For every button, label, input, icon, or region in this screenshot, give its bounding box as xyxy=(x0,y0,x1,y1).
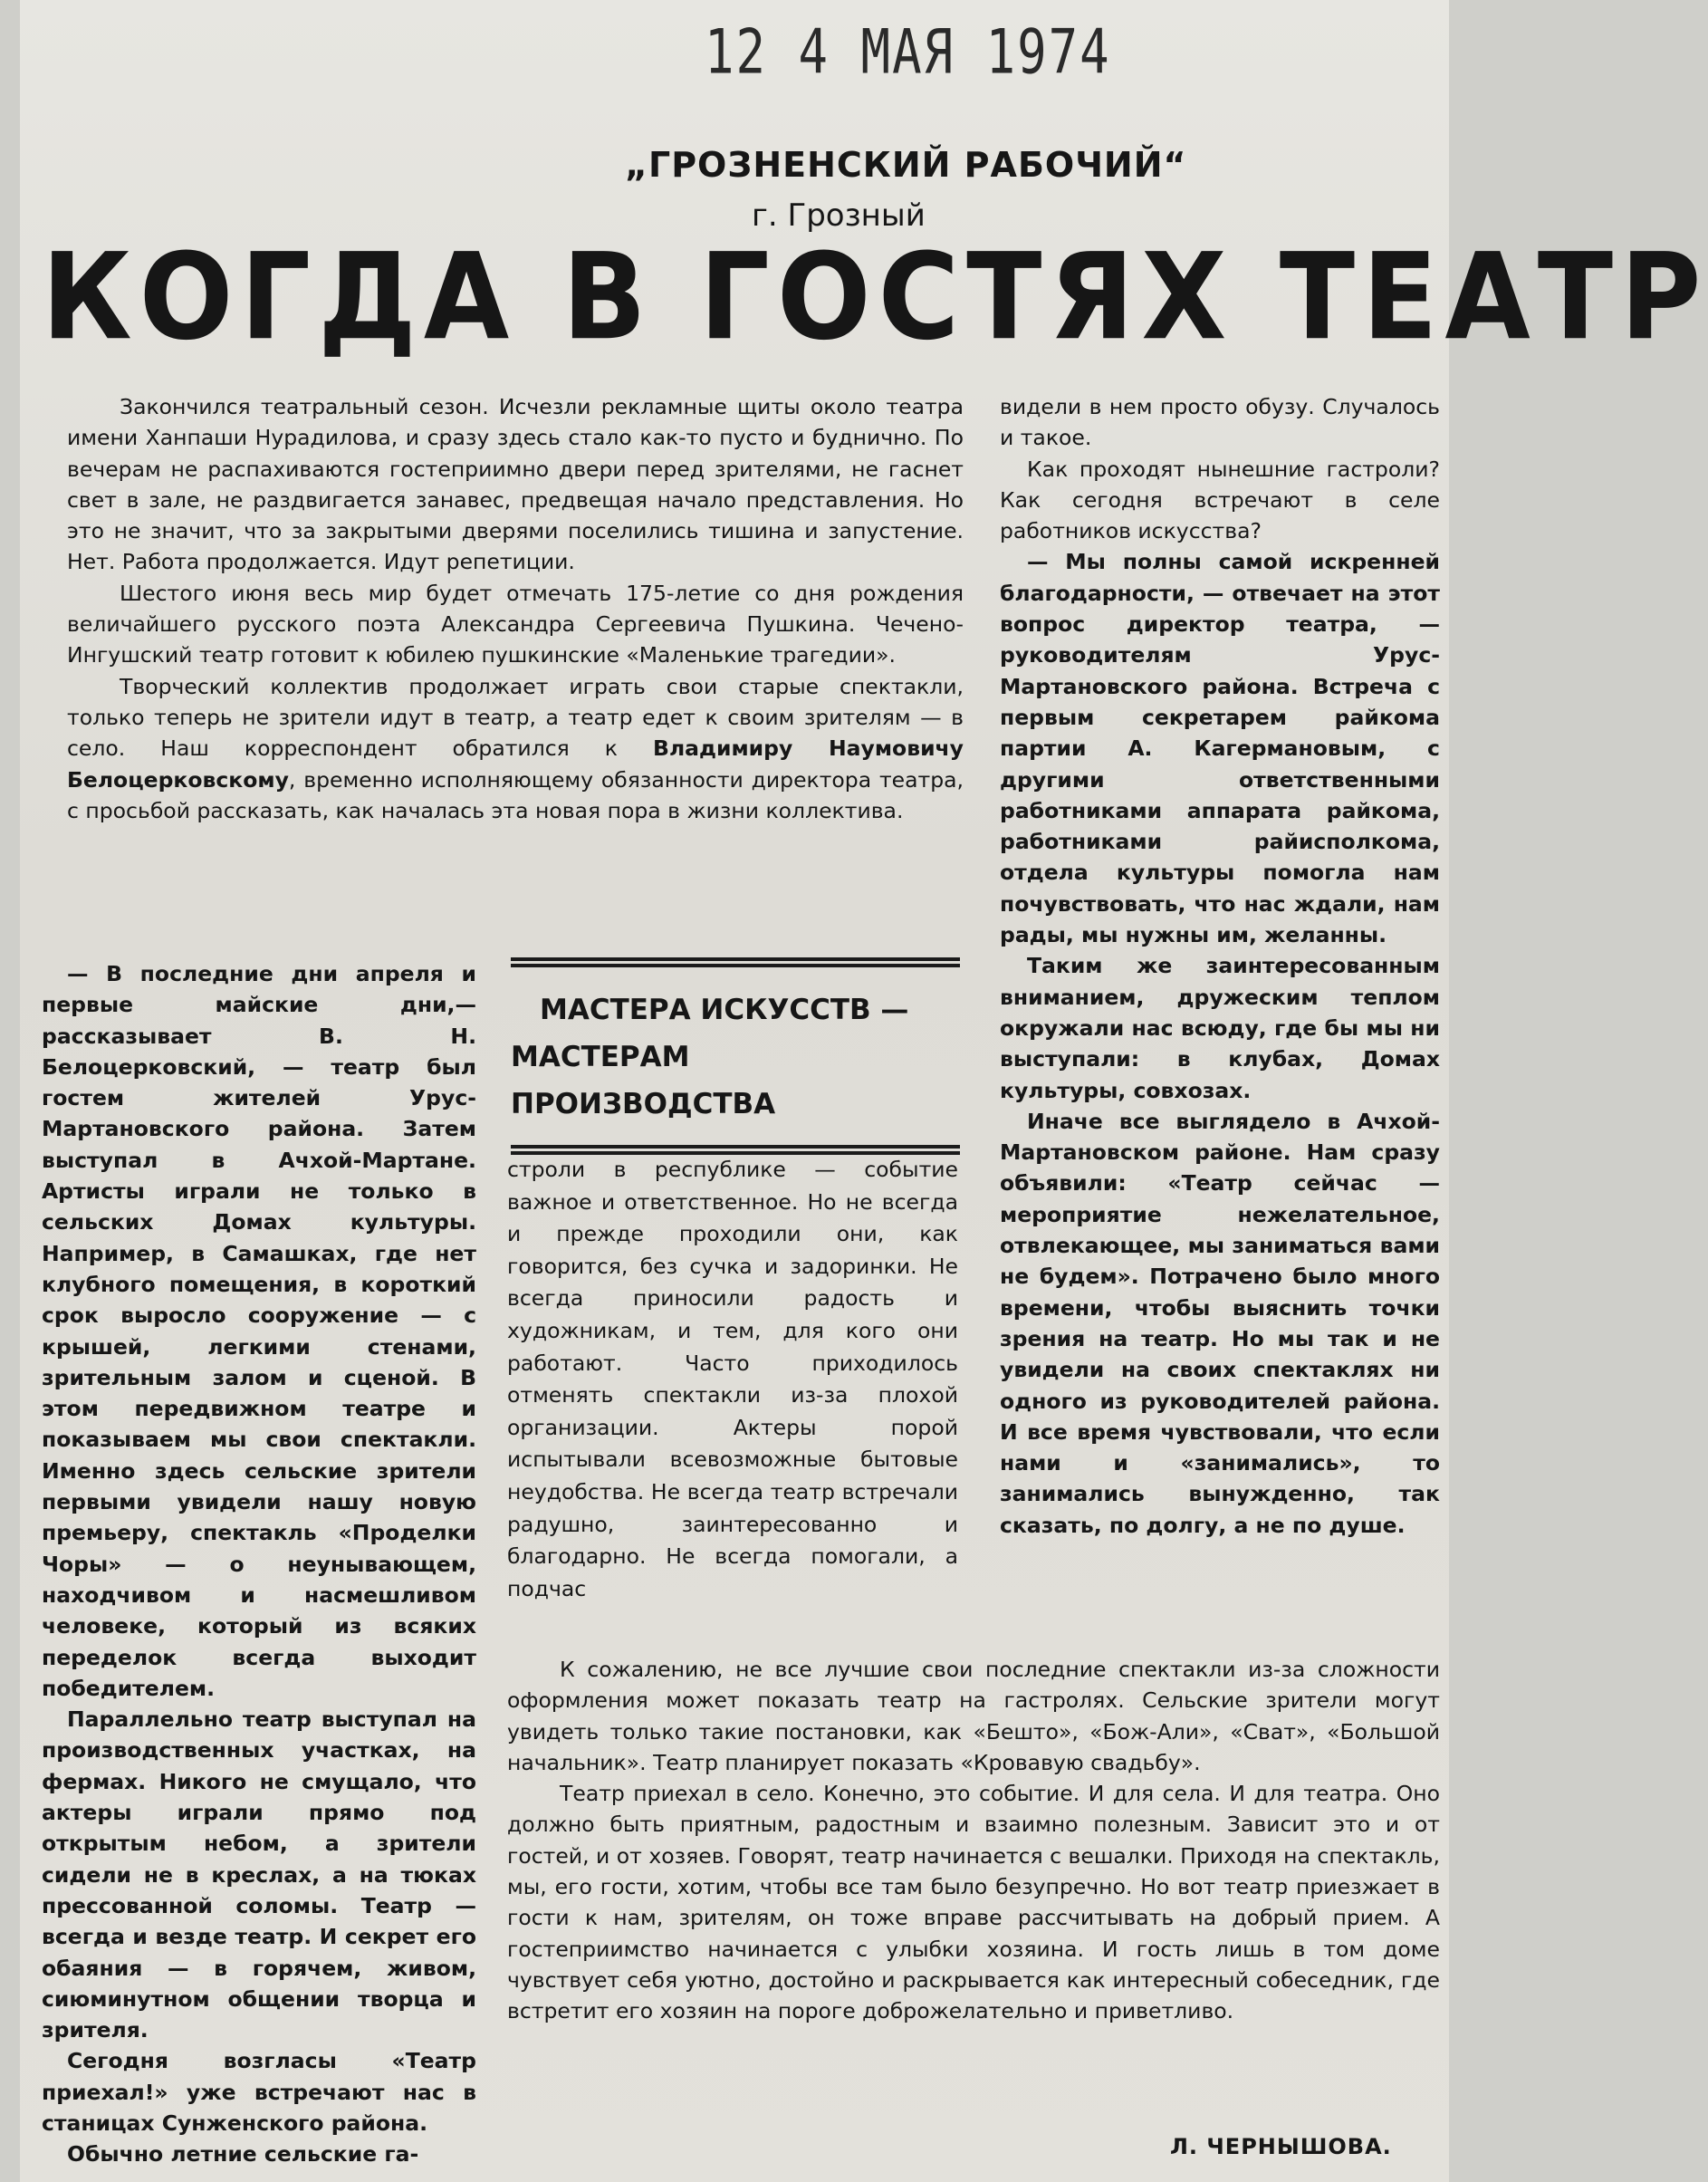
article-paragraph: Таким же заинтересованным вниманием, дружеским теплом окружали нас всюду, где бы мы ни выступали: в клубах, Домах культуры, совхозах. xyxy=(1000,953,1440,1103)
rule-line xyxy=(511,964,960,967)
intro-text: , временно исполняющему обязанности директора театра, с просьбой рассказать, как началась эта новая пора в жизни коллектива. xyxy=(67,766,964,823)
intro-paragraphs xyxy=(67,391,964,826)
bottom-block xyxy=(507,1654,1440,2027)
rule-line xyxy=(511,957,960,961)
article-paragraph: — В последние дни апреля и первые майские дни,— рассказывает В. Н. Белоцерковский, — театр был гостем жителей Урус-Мартановского района. Затем выступал в Ачхой-Мартане. Артисты играли не только в сельских Домах культуры. Например, в Самашках, где нет клубного помещения, в короткий срок выросло сооружение — с крышей, легкими стенами, зрительным залом и сценой. В этом передвижном театре и показываем мы свои спектакли. Именно здесь сельские зрители первыми увидели нашу новую премьеру, спектакль «Проделки Чоры» — о неунывающем, находчивом и насмешливом человеке, который из всяких переделок всегда выходит победителем. xyxy=(42,961,476,1701)
rubric-box xyxy=(511,955,960,1132)
author-signature: Л. ЧЕРНЫШОВА. xyxy=(1170,2134,1392,2159)
intro-paragraph-1: Закончился театральный сезон. Исчезли рекламные щиты около театра имени Ханпаши Нурадилова, и сразу здесь стало как-то пусто и буднично. По вечерам не распахиваются гостеприимно двери перед зрителями, не гаснет свет в зале, не раздвигается занавес, предвещая начало представления. Но это не значит, что за закрытыми дверями поселились тишина и запустение. Нет. Работа продолжается. Идут репетиции. xyxy=(67,394,964,575)
intro-text: Творческий коллектив продолжает играть свои старые спектакли, только теперь не зрители идут в театр, а театр едет к своим зрителям — в село. Наш корреспондент обратился к xyxy=(67,673,964,762)
article-paragraph: Как проходят нынешние гастроли? Как сегодня встречают в селе работников искусства? xyxy=(1000,456,1440,544)
rubric-line-2: МАСТЕРАМ ПРОИЗВОДСТВА xyxy=(511,1041,776,1120)
article-paragraph: Театр приехал в село. Конечно, это событие. И для села. И для театра. Оно должно быть приятным, радостным и взаимно полезным. Зависит это и от гостей, и от хозяев. Говорят, театр начинается с вешалки. Приходя на спектакль, мы, его гости, хотим, чтобы все там было безупречно. Но вот театр приезжает в гости к нам, зрителям, он тоже вправе рассчитывать на добрый прием. А гостеприимство начинается с улыбки хозяина. И гость лишь в том доме чувствует себя уютно, достойно и раскрывается как интересный собеседник, где встретит его хозяин на пороге доброжелательно и приветливо. xyxy=(507,1781,1440,2024)
date-stamp: 12 4 МАЯ 1974 xyxy=(705,16,1111,88)
interviewee-name: Владимиру Наумовичу Белоцерковскому xyxy=(67,735,964,793)
rubric-title xyxy=(511,970,960,1142)
intro-paragraph-3 xyxy=(67,671,964,826)
newspaper-source: „ГРОЗНЕНСКИЙ РАБОЧИЙ“ xyxy=(625,145,1187,185)
headline: КОГДА В ГОСТЯХ ТЕАТР xyxy=(42,227,1708,367)
intro-paragraph-2: Шестого июня весь мир будет отмечать 175-летие со дня рождения величайшего русского поэта Александра Сергеевича Пушкина. Чечено-Ингушский театр готовит к юбилею пушкинские «Маленькие трагедии». xyxy=(67,580,964,668)
article-paragraph: Иначе все выглядело в Ачхой-Мартановском районе. Нам сразу объявили: «Театр сейчас — мероприятие нежелательное, отвлекающее, мы заниматься вами не будем». Потрачено было много времени, чтобы выяснить точки зрения на театр. Но мы так и не увидели на своих спектаклях ни одного из руководителей района. И все время чувствовали, что если нами и «занимались», то занимались вынужденно, так сказать, по долгу, а не по душе. xyxy=(1000,1108,1440,1538)
rule-line xyxy=(511,1145,960,1149)
article-paragraph: строли в республике — событие важное и ответственное. Но не всегда и прежде проходили они, как говорится, без сучка и задоринки. Не всегда приносили радость и художникам, и тем, для кого они работают. Часто приходилось отменять спектакли из-за плохой организации. Актеры порой испытывали всевозможные бытовые неудобства. Не всегда театр встречали радушно, заинтересованно и благодарно. Не всегда помогали, а подчас xyxy=(507,1157,958,1601)
city-line: г. Грозный xyxy=(752,197,926,234)
rubric-line-1: МАСТЕРА ИСКУССТВ — xyxy=(540,994,909,1026)
article-paragraph: Сегодня возгласы «Театр приехал!» уже встречают нас в станицах Сунженского района. xyxy=(42,2048,476,2136)
article-paragraph: Параллельно театр выступал на производственных участках, на фермах. Никого не смущало, что актеры играли прямо под открытым небом, а зрители сидели не в креслах, а на тюках прессованной соломы. Театр — всегда и везде театр. И секрет его обаяния — в горячем, живом, сиюминутном общении творца и зрителя. xyxy=(42,1706,476,2043)
right-column xyxy=(1000,391,1440,1541)
article-paragraph: видели в нем просто обузу. Случалось и такое. xyxy=(1000,394,1440,451)
article-paragraph: К сожалению, не все лучшие свои последние спектакли из-за сложности оформления может показать театр на гастролях. Сельские зрители могут увидеть только такие постановки, как «Бешто», «Бож-Али», «Сват», «Большой начальник». Театр планирует показать «Кровавую свадьбу». xyxy=(507,1657,1440,1775)
middle-column xyxy=(507,1154,958,1605)
left-column xyxy=(42,958,476,2170)
article-paragraph: — Мы полны самой искренней благодарности, — отвечает на этот вопрос директор театра, — руководителям Урус-Мартановского района. Встреча с первым секретарем райкома партии А. Кагермановым, с другими ответственными работниками аппарата райкома, работниками райисполкома, отдела культуры помогла нам почувствовать, что нас ждали, нам рады, мы нужны им, желанны. xyxy=(1000,549,1440,948)
article-paragraph: Обычно летние сельские га- xyxy=(67,2141,419,2168)
